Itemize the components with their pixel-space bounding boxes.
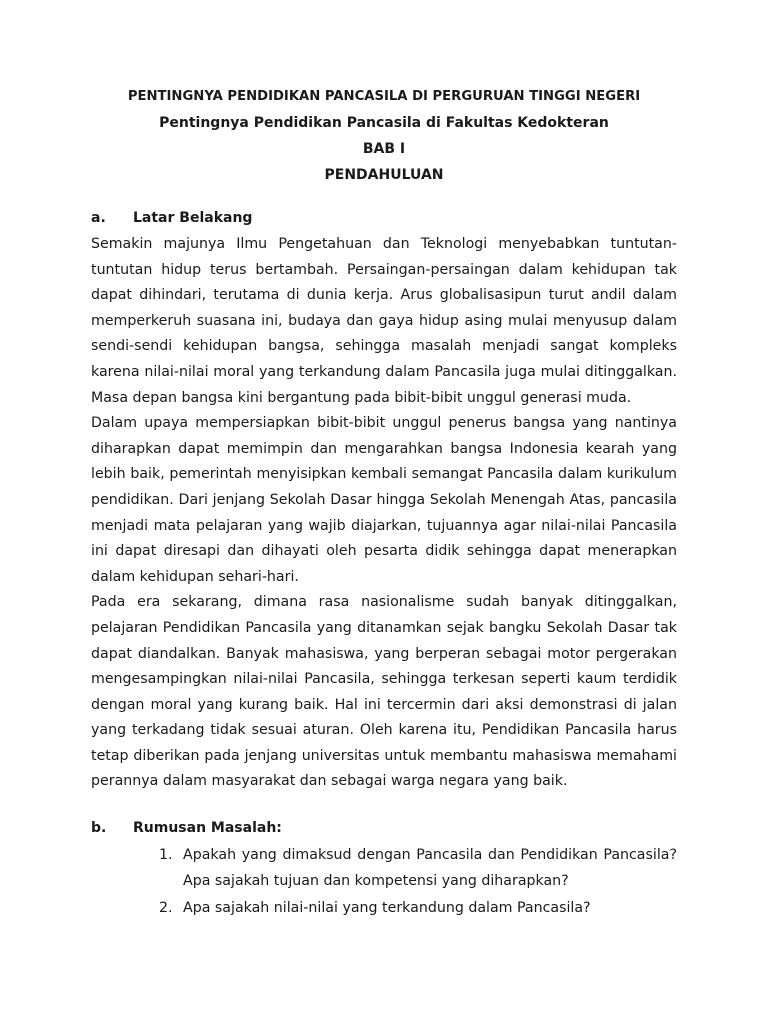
list-item-number: 1.	[159, 847, 173, 863]
list-item-text: Apakah yang dimaksud dengan Pancasila dan Pendidikan Pancasila? Apa sajakah tujuan dan kompetensi yang diharapkan?	[183, 847, 677, 889]
section-a-body	[91, 232, 677, 795]
document-heading	[0, 84, 768, 188]
list-item-number: 2.	[159, 900, 173, 917]
problem-list	[159, 843, 677, 924]
paragraph: Semakin majunya Ilmu Pengetahuan dan Teknologi menyebabkan tuntutan-tuntutan hidup terus bertambah. Persaingan-persaingan dalam kehidupan tak dapat dihindari, terutama di dunia kerja. Arus globalisasipun turut andil dalam memperkeruh suasana ini, budaya dan gaya hidup asing mulai menyusup dalam sendi-sendi kehidupan bangsa, sehingga masalah menjadi sangat kompleks karena nilai-nilai moral yang terkandung dalam Pancasila juga mulai ditinggalkan. Masa depan bangsa kini bergantung pada bibit-bibit unggul generasi muda.	[91, 236, 677, 406]
section-b-label: Rumusan Masalah:	[133, 820, 282, 836]
paragraph: Dalam upaya mempersiapkan bibit-bibit unggul penerus bangsa yang nantinya diharapkan dapat memimpin dan mengarahkan bangsa Indonesia kearah yang lebih baik, pemerintah menyisipkan kembali semangat Pancasila dalam kurikulum pendidikan. Dari jenjang Sekolah Dasar hingga Sekolah Menengah Atas, pancasila menjadi mata pelajaran yang wajib diajarkan, tujuannya agar nilai-nilai Pancasila ini dapat diresapi dan dihayati oleh pesarta didik sehingga dapat menerapkan dalam kehidupan sehari-hari.	[91, 415, 677, 585]
section-a-letter: a.	[91, 210, 106, 226]
chapter-number: BAB I	[362, 141, 406, 157]
document-title: PENTINGNYA PENDIDIKAN PANCASILA DI PERGURUAN TINGGI NEGERI	[127, 89, 641, 104]
chapter-title: PENDAHULUAN	[324, 167, 444, 183]
section-b-letter: b.	[91, 820, 107, 836]
list-item	[159, 896, 677, 922]
list-item	[159, 843, 677, 894]
section-a-heading	[91, 210, 252, 226]
list-item-text: Apa sajakah nilai-nilai yang terkandung dalam Pancasila?	[183, 900, 591, 917]
section-a-label: Latar Belakang	[133, 210, 253, 226]
paragraph: Pada era sekarang, dimana rasa nasionalisme sudah banyak ditinggalkan, pelajaran Pendidikan Pancasila yang ditanamkan sejak bangku Sekolah Dasar tak dapat diandalkan. Banyak mahasiswa, yang berperan sebagai motor pergerakan mengesampingkan nilai-nilai Pancasila, sehingga terkesan seperti kaum terdidik dengan moral yang kurang baik. Hal ini tercermin dari aksi demonstrasi di jalan yang terkadang tidak sesuai aturan. Oleh karena itu, Pendidikan Pancasila harus tetap diberikan pada jenjang universitas untuk membantu mahasiswa memahami perannya dalam masyarakat dan sebagai warga negara yang baik.	[91, 594, 677, 790]
section-b-heading	[91, 820, 282, 836]
document-subtitle: Pentingnya Pendidikan Pancasila di Fakultas Kedokteran	[159, 115, 609, 131]
